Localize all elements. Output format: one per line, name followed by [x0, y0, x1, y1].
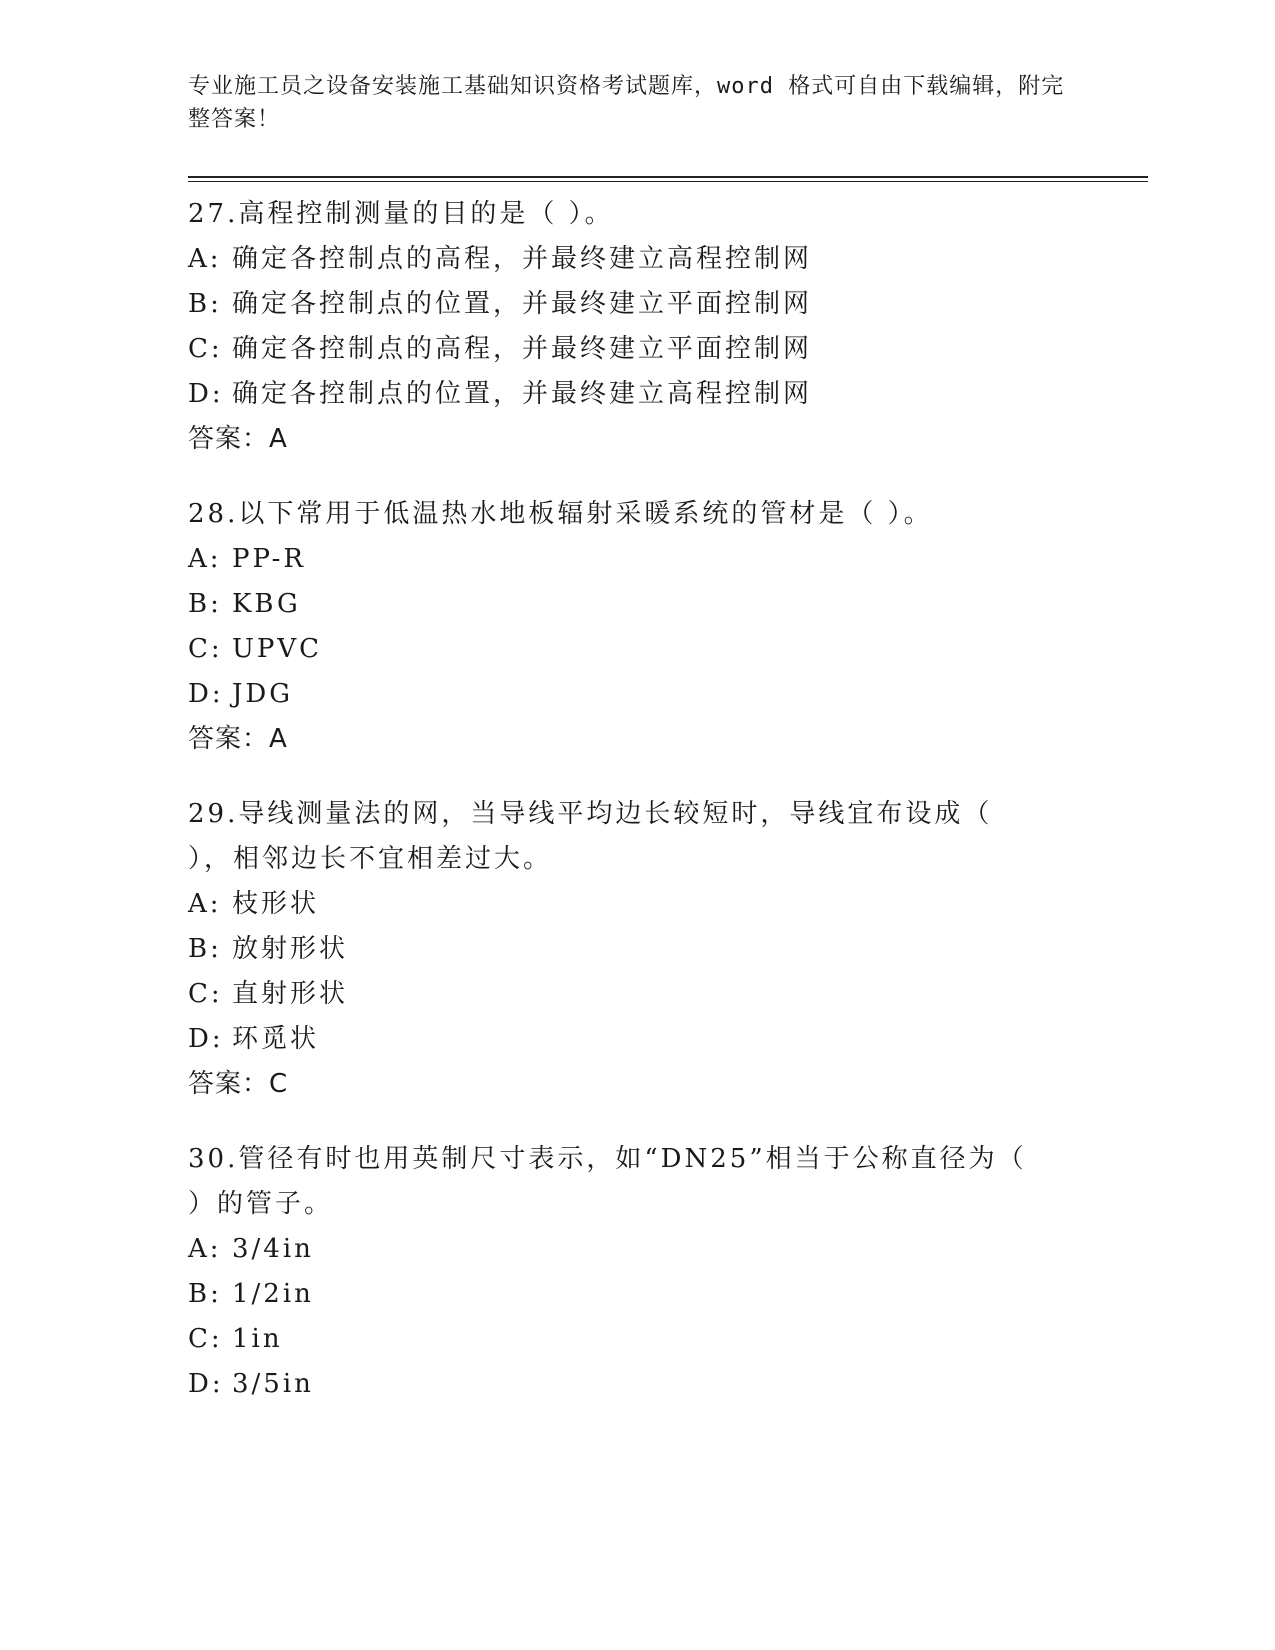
option-text: 3/5in	[232, 1369, 314, 1399]
option-b	[188, 1272, 1148, 1317]
option-text: PP-R	[232, 544, 306, 574]
option-letter: B:	[188, 934, 222, 964]
option-letter: C:	[188, 334, 223, 364]
option-a	[188, 882, 1148, 927]
option-letter: D:	[188, 679, 224, 709]
header-divider	[188, 176, 1148, 178]
question-29	[188, 792, 1148, 1107]
option-b	[188, 927, 1148, 972]
option-a	[188, 537, 1148, 582]
option-text: KBG	[232, 589, 301, 619]
option-d	[188, 372, 1148, 417]
option-text: 确定各控制点的高程，并最终建立平面控制网	[232, 334, 813, 364]
document-header: 专业施工员之设备安装施工基础知识资格考试题库，word 格式可自由下载编辑，附完整答案！	[188, 74, 1065, 132]
option-letter: A:	[188, 544, 222, 574]
option-letter: A:	[188, 889, 222, 919]
option-c	[188, 327, 1148, 372]
option-text: 确定各控制点的高程，并最终建立高程控制网	[232, 244, 813, 274]
option-text: 确定各控制点的位置，并最终建立平面控制网	[232, 289, 813, 319]
option-d	[188, 1362, 1148, 1407]
answer-line: 答案：A	[188, 424, 288, 454]
option-text: 放射形状	[232, 934, 349, 964]
question-stem: 30.管径有时也用英制尺寸表示，如“DN25”相当于公称直径为（ ）的管子。	[188, 1144, 1027, 1219]
question-30	[188, 1137, 1148, 1407]
option-b	[188, 582, 1148, 627]
question-27	[188, 192, 1148, 462]
option-b	[188, 282, 1148, 327]
answer-line: 答案：A	[188, 724, 288, 754]
option-c	[188, 627, 1148, 672]
option-text: 3/4in	[232, 1234, 314, 1264]
option-text: JDG	[232, 679, 294, 709]
option-c	[188, 972, 1148, 1017]
option-text: 直射形状	[232, 979, 349, 1009]
option-letter: C:	[188, 634, 223, 664]
option-d	[188, 1017, 1148, 1062]
option-letter: B:	[188, 589, 222, 619]
option-letter: D:	[188, 1024, 224, 1054]
question-list	[188, 192, 1148, 1407]
option-d	[188, 672, 1148, 717]
option-letter: B:	[188, 289, 222, 319]
question-28	[188, 492, 1148, 762]
option-letter: A:	[188, 244, 222, 274]
option-letter: C:	[188, 1324, 223, 1354]
question-stem: 27.高程控制测量的目的是（ ）。	[188, 199, 614, 229]
question-stem: 29.导线测量法的网，当导线平均边长较短时，导线宜布设成（ ），相邻边长不宜相差过大。	[188, 799, 993, 874]
option-text: 1in	[232, 1324, 283, 1354]
option-letter: C:	[188, 979, 223, 1009]
option-letter: A:	[188, 1234, 222, 1264]
option-a	[188, 237, 1148, 282]
option-text: UPVC	[232, 634, 323, 664]
option-text: 1/2in	[232, 1279, 314, 1309]
option-letter: D:	[188, 379, 224, 409]
option-a	[188, 1227, 1148, 1272]
question-stem: 28.以下常用于低温热水地板辐射采暖系统的管材是（ ）。	[188, 499, 933, 529]
answer-line: 答案：C	[188, 1069, 289, 1099]
option-text: 环觅状	[232, 1024, 320, 1054]
option-letter: B:	[188, 1279, 222, 1309]
option-text: 枝形状	[232, 889, 320, 919]
document-page	[188, 70, 1148, 1437]
option-text: 确定各控制点的位置，并最终建立高程控制网	[232, 379, 813, 409]
option-c	[188, 1317, 1148, 1362]
option-letter: D:	[188, 1369, 224, 1399]
